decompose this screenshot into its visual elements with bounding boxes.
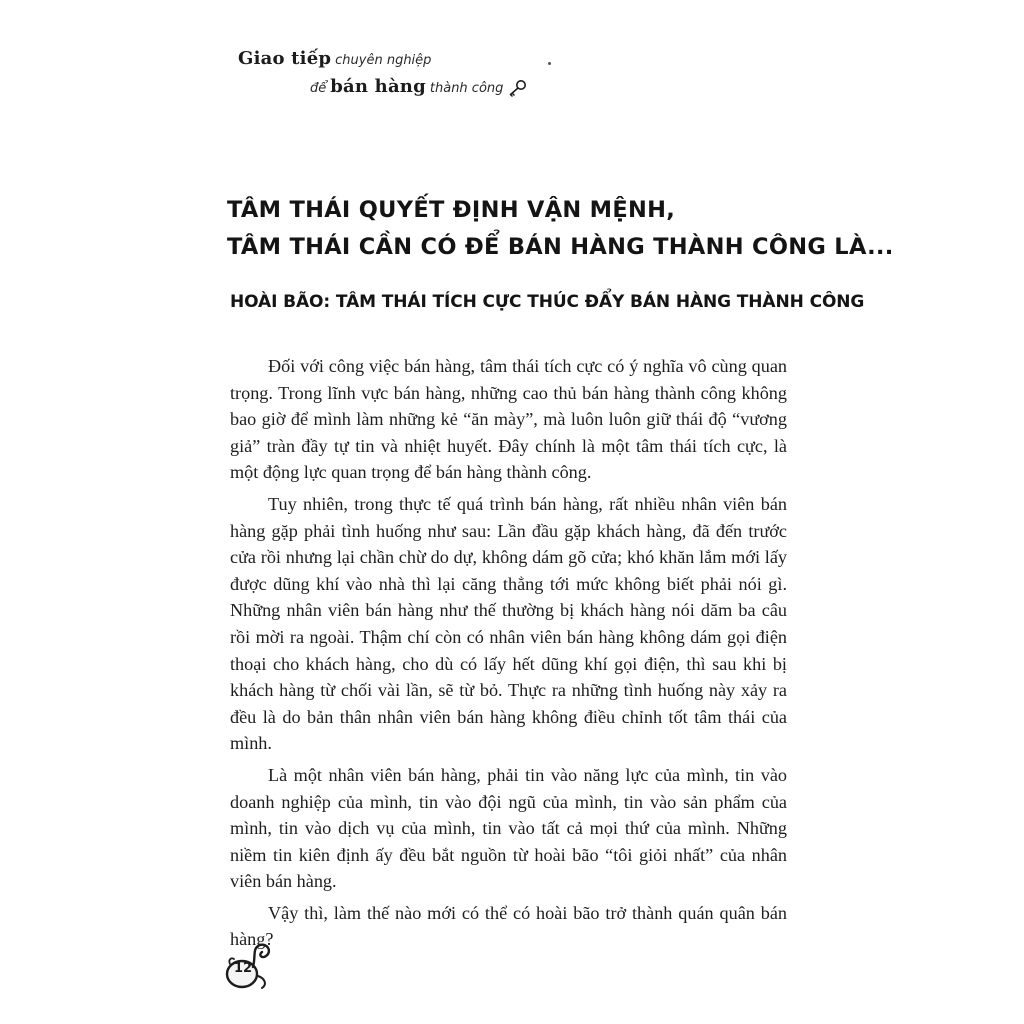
body-text <box>230 353 787 958</box>
paragraph-1: Đối với công việc bán hàng, tâm thái tích cực có ý nghĩa vô cùng quan trọng. Trong lĩnh vực bán hàng, những cao thủ bán hàng thành công không bao giờ để mình làm những kẻ “ăn mày”, mà luôn luôn giữ thái độ “vương giả” tràn đầy tự tin và nhiệt huyết. Đây chính là một tâm thái tích cực, là một động lực quan trọng để bán hàng thành công. <box>230 356 787 483</box>
running-header-bold-1: Giao tiếp <box>238 48 332 69</box>
running-header-light-1: chuyên nghiệp <box>335 53 432 68</box>
section-title: HOÀI BÃO: TÂM THÁI TÍCH CỰC THÚC ĐẨY BÁN HÀNG THÀNH CÔNG <box>230 292 865 312</box>
chapter-title <box>227 192 894 266</box>
running-header-line-1 <box>238 48 431 69</box>
print-speck <box>548 62 551 65</box>
running-header-bold-2: bán hàng <box>330 76 426 97</box>
running-header <box>238 48 558 104</box>
paragraph-2: Tuy nhiên, trong thực tế quá trình bán hàng, rất nhiều nhân viên bán hàng gặp phải tình huống như sau: Lần đầu gặp khách hàng, đã đến trước cửa rồi nhưng lại chần chừ do dự, không dám gõ cửa; khó khăn lắm mới lấy được dũng khí vào nhà thì lại căng thẳng tới mức không biết phải nói gì. Những nhân viên bán hàng như thế thường bị khách hàng nói dăm ba câu rồi mời ra ngoài. Thậm chí còn có nhân viên bán hàng không dám gọi điện thoại cho khách hàng, cho dù có lấy hết dũng khí gọi điện, thì sau khi bị khách hàng từ chối vài lần, sẽ từ bỏ. Thực ra những tình huống này xảy ra đều là do bản thân nhân viên bán hàng không điều chỉnh tốt tâm thái của mình. <box>230 493 787 754</box>
running-header-light-2b: thành công <box>429 81 504 96</box>
paragraph-3: Là một nhân viên bán hàng, phải tin vào năng lực của mình, tin vào doanh nghiệp của mình, tin vào đội ngũ của mình, tin vào sản phẩm của mình, tin vào dịch vụ của mình, tin vào tất cả mọi thứ của mình. Những niềm tin kiên định ấy đều bắt nguồn từ hoài bão “tôi giỏi nhất” của nhân viên bán hàng. <box>230 764 787 892</box>
page-number: 12 <box>233 961 253 976</box>
paragraph-4: Vậy thì, làm thế nào mới có thể có hoài bão trở thành quán quân bán hàng? <box>230 902 787 950</box>
chapter-title-line-2: TÂM THÁI CẦN CÓ ĐỂ BÁN HÀNG THÀNH CÔNG LÀ... <box>227 234 894 260</box>
key-icon <box>507 79 529 97</box>
chapter-title-line-1: TÂM THÁI QUYẾT ĐỊNH VẬN MỆNH, <box>227 197 676 223</box>
running-header-line-2 <box>310 76 529 97</box>
running-header-light-2a: để <box>310 81 327 96</box>
